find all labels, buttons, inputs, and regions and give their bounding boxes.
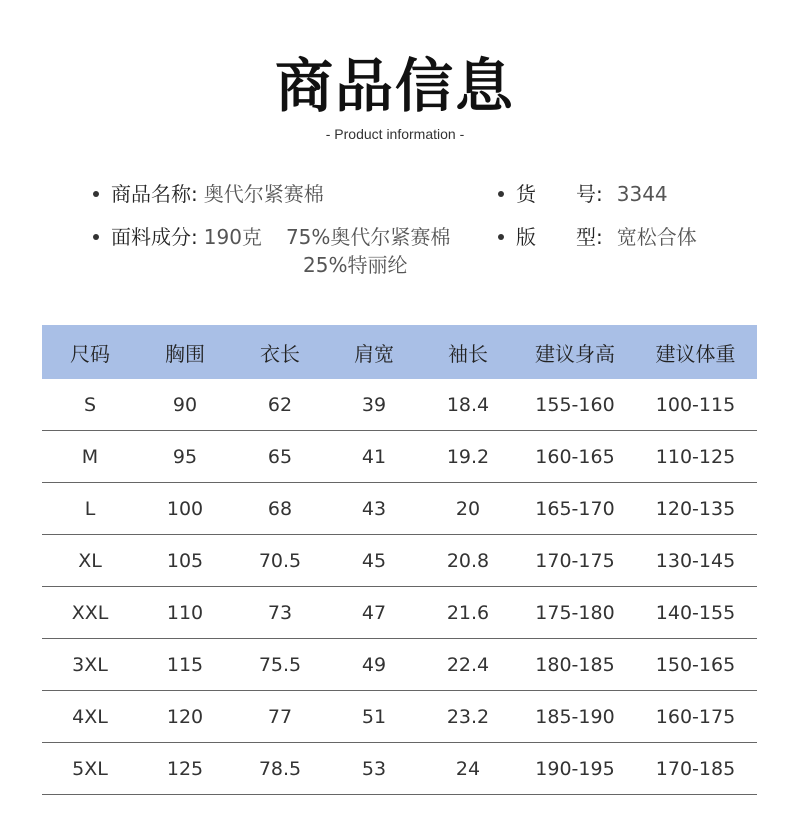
table-cell: 150-165 [634,639,757,691]
table-row [42,483,757,535]
table-cell: 120 [138,691,232,743]
table-cell: 70.5 [232,535,328,587]
product-name-value: 奥代尔紧赛棉 [203,182,324,206]
fabric-composition-line1: 75%奥代尔紧赛棉 [285,225,451,249]
table-cell: 22.4 [420,639,516,691]
table-cell: 165-170 [516,483,634,535]
table-cell: 68 [232,483,328,535]
table-cell: 45 [328,535,420,587]
table-cell: 49 [328,639,420,691]
table-cell: 78.5 [232,743,328,795]
table-cell: 160-165 [516,431,634,483]
table-cell: L [42,483,138,535]
table-cell: 75.5 [232,639,328,691]
table-cell: 105 [138,535,232,587]
table-cell: 110-125 [634,431,757,483]
product-name-label: 商品名称: [111,182,198,206]
fabric-composition-line2: 25%特丽纶 [303,253,408,277]
table-row [42,535,757,587]
size-chart-table [42,325,757,795]
table-cell: 24 [420,743,516,795]
table-cell: 47 [328,587,420,639]
table-cell: 90 [138,379,232,431]
table-cell: 175-180 [516,587,634,639]
table-row [42,743,757,795]
table-row [42,431,757,483]
bullet-icon [93,191,99,197]
fit-label: 版 型: [516,225,603,249]
column-header: 肩宽 [328,325,420,379]
table-cell: 130-145 [634,535,757,587]
table-cell: 95 [138,431,232,483]
column-header: 衣长 [232,325,328,379]
item-number-value: 3344 [616,182,668,206]
table-cell: 77 [232,691,328,743]
column-header: 建议体重 [634,325,757,379]
info-fit [498,223,697,251]
fit-value: 宽松合体 [616,225,697,249]
page-title: 商品信息 [274,52,515,120]
bullet-icon [498,234,504,240]
fabric-label: 面料成分: [111,225,198,249]
table-cell: 23.2 [420,691,516,743]
item-number-label: 货 号: [516,182,603,206]
table-cell: 170-185 [634,743,757,795]
table-cell: 51 [328,691,420,743]
table-cell: 190-195 [516,743,634,795]
table-cell: 3XL [42,639,138,691]
table-cell: 53 [328,743,420,795]
column-header: 尺码 [42,325,138,379]
bullet-icon [93,234,99,240]
table-cell: 120-135 [634,483,757,535]
table-cell: XL [42,535,138,587]
table-cell: 20 [420,483,516,535]
table-cell: 21.6 [420,587,516,639]
table-cell: 155-160 [516,379,634,431]
table-cell: 185-190 [516,691,634,743]
table-cell: 115 [138,639,232,691]
column-header: 建议身高 [516,325,634,379]
fabric-weight: 190克 [203,225,262,249]
table-cell: 18.4 [420,379,516,431]
table-cell: 110 [138,587,232,639]
table-cell: 180-185 [516,639,634,691]
info-fabric [93,223,450,251]
table-cell: 73 [232,587,328,639]
table-cell: 100-115 [634,379,757,431]
table-cell: 160-175 [634,691,757,743]
table-cell: XXL [42,587,138,639]
table-cell: 39 [328,379,420,431]
table-cell: 20.8 [420,535,516,587]
table-cell: 43 [328,483,420,535]
table-cell: M [42,431,138,483]
table-row [42,691,757,743]
info-item-number [498,180,668,208]
table-cell: 4XL [42,691,138,743]
table-cell: 62 [232,379,328,431]
table-cell: 170-175 [516,535,634,587]
table-cell: 5XL [42,743,138,795]
table-row [42,379,757,431]
table-cell: S [42,379,138,431]
table-cell: 125 [138,743,232,795]
bullet-icon [498,191,504,197]
table-row [42,639,757,691]
table-cell: 100 [138,483,232,535]
table-cell: 19.2 [420,431,516,483]
table-cell: 41 [328,431,420,483]
info-product-name [93,180,324,208]
page-subtitle: - Product information - [325,126,465,142]
table-cell: 65 [232,431,328,483]
column-header: 胸围 [138,325,232,379]
table-row [42,587,757,639]
table-header-row [42,325,757,379]
column-header: 袖长 [420,325,516,379]
table-cell: 140-155 [634,587,757,639]
